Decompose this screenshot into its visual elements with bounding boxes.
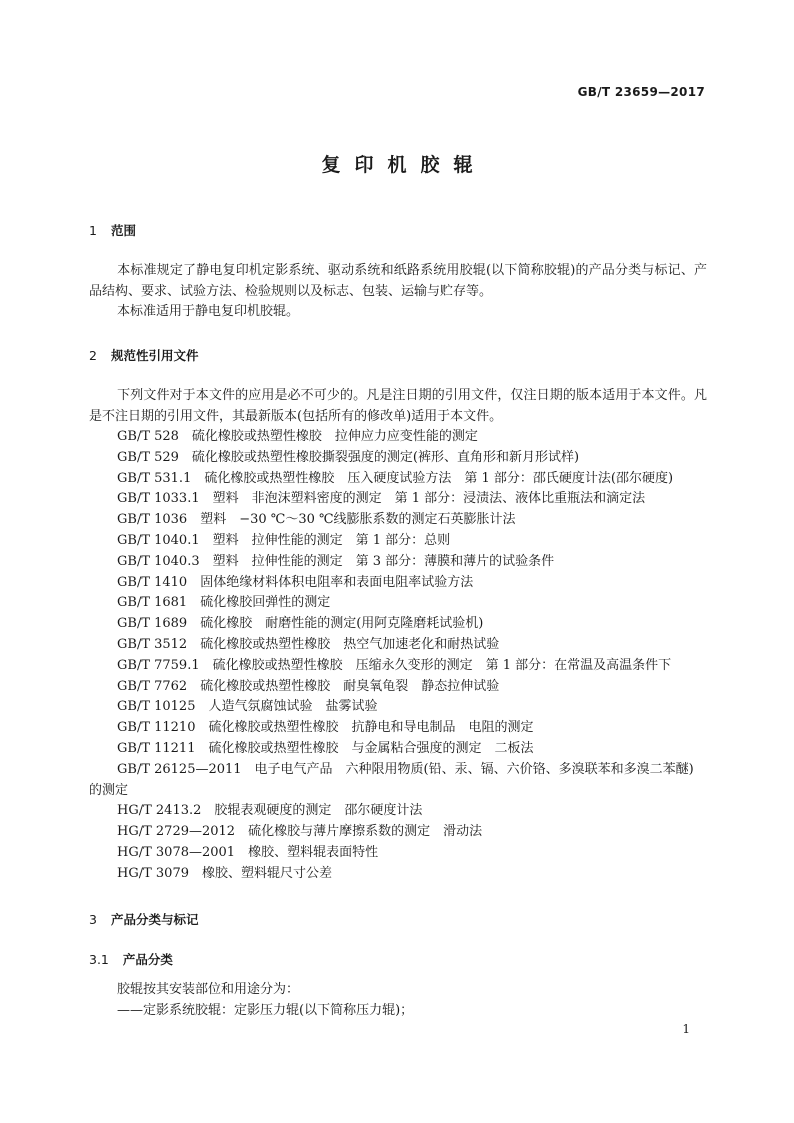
section-3-heading	[89, 910, 198, 928]
reference-item: GB/T 1689 硫化橡胶 耐磨性能的测定(用阿克隆磨耗试验机)	[117, 616, 484, 632]
document-title: 复印机胶辊	[321, 154, 487, 176]
reference-item: GB/T 11210 硫化橡胶或热塑性橡胶 抗静电和导电制品 电阻的测定	[117, 720, 534, 736]
section-2-intro	[89, 385, 707, 427]
section-3-1-number: 3.1	[89, 952, 109, 967]
reference-item: HG/T 3079 橡胶、塑料辊尺寸公差	[117, 865, 332, 881]
section-1-paragraph-1-text: 本标准规定了静电复印机定影系统、驱动系统和纸路系统用胶辊(以下简称胶辊)的产品分类与标记、产品结构、要求、试验方法、检验规则以及标志、包装、运输与贮存等。	[89, 263, 707, 299]
section-3-1-paragraph: 胶辊按其安装部位和用途分为：	[117, 982, 300, 997]
section-3-number: 3	[89, 912, 97, 927]
reference-item: GB/T 529 硫化橡胶或热塑性橡胶撕裂强度的测定(裤形、直角形和新月形试样)	[117, 449, 580, 465]
section-1-paragraph-1	[89, 260, 707, 302]
reference-item: GB/T 7762 硫化橡胶或热塑性橡胶 耐臭氧龟裂 静态拉伸试验	[117, 678, 500, 694]
section-2-heading	[89, 346, 198, 364]
page-number: 1	[682, 1022, 690, 1036]
reference-item-long-continuation: 的测定	[89, 782, 129, 798]
normative-references-list	[89, 427, 709, 885]
section-1-heading	[89, 221, 136, 239]
section-2-title: 规范性引用文件	[110, 348, 199, 363]
section-2-number: 2	[89, 348, 97, 363]
reference-item: GB/T 1040.1 塑料 拉伸性能的测定 第 1 部分：总则	[117, 532, 451, 548]
reference-item: HG/T 2729—2012 硫化橡胶与薄片摩擦系数的测定 滑动法	[117, 824, 483, 840]
reference-item: HG/T 2413.2 胶辊表观硬度的测定 邵尔硬度计法	[117, 803, 423, 819]
reference-item: GB/T 1681 硫化橡胶回弹性的测定	[117, 595, 331, 611]
reference-item: GB/T 1033.1 塑料 非泡沫塑料密度的测定 第 1 部分：浸渍法、液体比重瓶法和滴定法	[117, 491, 646, 507]
reference-item: GB/T 1040.3 塑料 拉伸性能的测定 第 3 部分：薄膜和薄片的试验条件	[117, 553, 555, 569]
section-3-1-list-item: ——定影系统胶辊：定影压力辊(以下简称压力辊)；	[117, 1003, 414, 1018]
reference-item: GB/T 7759.1 硫化橡胶或热塑性橡胶 压缩永久变形的测定 第 1 部分：在常温及高温条件下	[117, 657, 672, 673]
reference-item: GB/T 531.1 硫化橡胶或热塑性橡胶 压入硬度试验方法 第 1 部分：邵氏硬度计法(邵尔硬度)	[117, 470, 674, 486]
section-1-number: 1	[89, 223, 97, 238]
standard-number: GB/T 23659—2017	[577, 85, 705, 99]
reference-item-long: GB/T 26125—2011 电子电气产品 六种限用物质(铅、汞、镉、六价铬、多溴联苯和多溴二苯醚)	[117, 761, 694, 777]
reference-item: HG/T 3078—2001 橡胶、塑料辊表面特性	[117, 844, 379, 860]
section-1-paragraph-2-text: 本标准适用于静电复印机胶辊。	[117, 304, 300, 319]
section-1-title: 范围	[110, 223, 136, 238]
section-3-1-title: 产品分类	[122, 952, 173, 967]
section-3-1-heading	[89, 950, 173, 968]
reference-item: GB/T 11211 硫化橡胶或热塑性橡胶 与金属粘合强度的测定 二板法	[117, 740, 534, 756]
reference-item: GB/T 528 硫化橡胶或热塑性橡胶 拉伸应力应变性能的测定	[117, 429, 478, 444]
section-3-title: 产品分类与标记	[110, 912, 199, 927]
reference-item: GB/T 10125 人造气氛腐蚀试验 盐雾试验	[117, 699, 378, 715]
reference-item: GB/T 3512 硫化橡胶或热塑性橡胶 热空气加速老化和耐热试验	[117, 636, 500, 652]
reference-item: GB/T 1410 固体绝缘材料体积电阻率和表面电阻率试验方法	[117, 574, 474, 590]
section-1-paragraph-2	[89, 301, 707, 322]
section-2-intro-text: 下列文件对于本文件的应用是必不可少的。凡是注日期的引用文件，仅注日期的版本适用于本文件。凡是不注日期的引用文件，其最新版本(包括所有的修改单)适用于本文件。	[89, 388, 707, 424]
reference-item: GB/T 1036 塑料 −30 ℃～30 ℃线膨胀系数的测定石英膨胀计法	[117, 512, 516, 528]
